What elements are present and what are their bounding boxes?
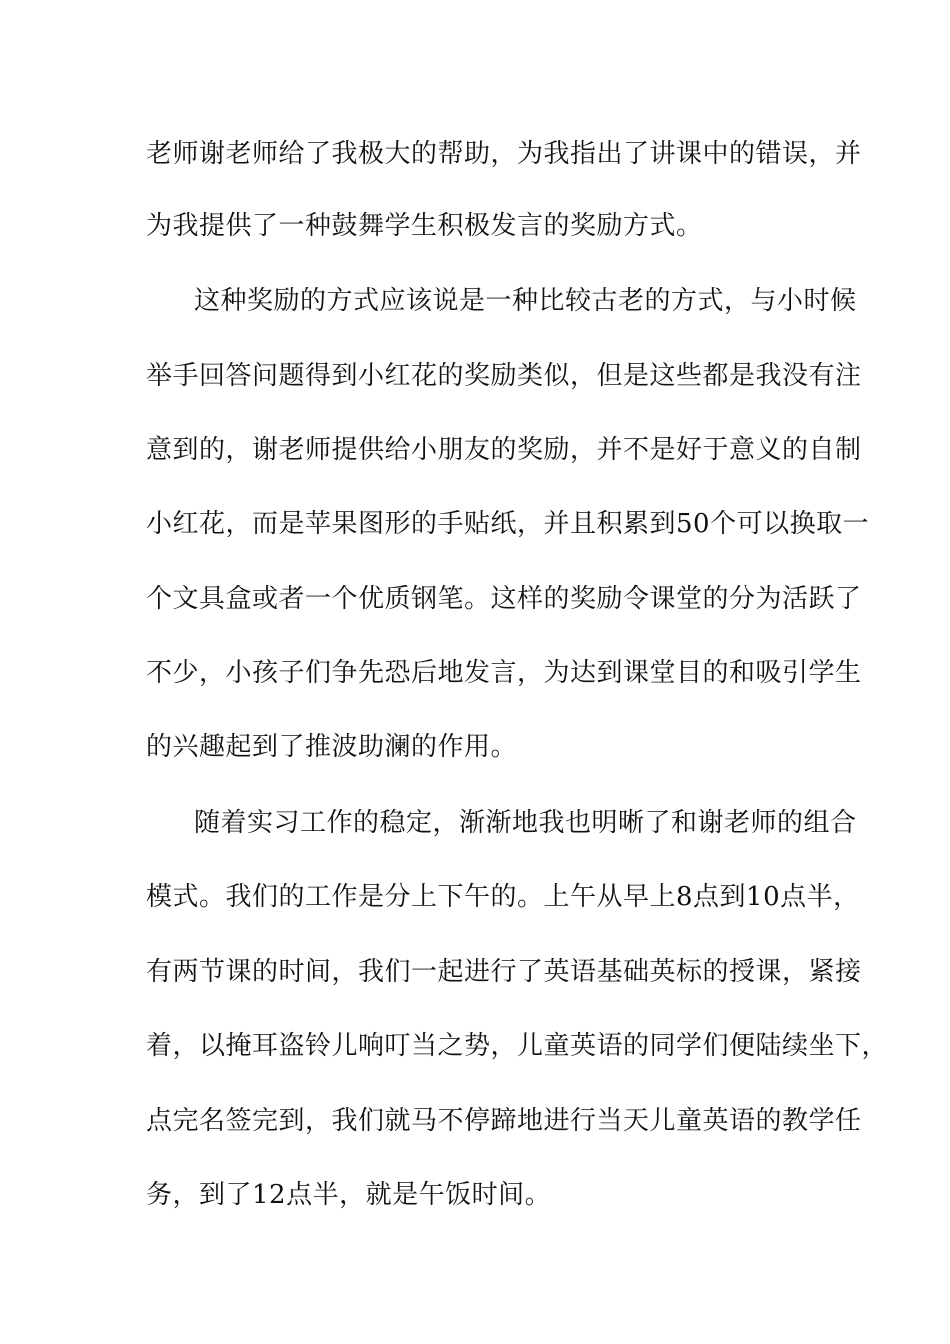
text-line: 老师谢老师给了我极大的帮助，为我指出了讲课中的错误，并 xyxy=(146,139,862,169)
text-line: 务，到了12点半，就是午饭时间。 xyxy=(146,1180,552,1210)
text-line: 个文具盒或者一个优质钢笔。这样的奖励令课堂的分为活跃了 xyxy=(146,584,862,614)
text-line: 不少，小孩子们争先恐后地发言，为达到课堂目的和吸引学生 xyxy=(146,658,862,688)
text-line: 意到的，谢老师提供给小朋友的奖励，并不是好于意义的自制 xyxy=(146,435,862,465)
text-line: 点完名签完到，我们就马不停蹄地进行当天儿童英语的教学任 xyxy=(146,1106,862,1136)
paragraph-first-line: 这种奖励的方式应该说是一种比较古老的方式，与小时候 xyxy=(194,286,857,316)
text-line: 为我提供了一种鼓舞学生积极发言的奖励方式。 xyxy=(146,211,703,241)
text-line: 举手回答问题得到小红花的奖励类似，但是这些都是我没有注 xyxy=(146,361,862,391)
text-line: 着，以掩耳盗铃儿响叮当之势，儿童英语的同学们便陆续坐下， xyxy=(146,1031,889,1061)
text-line: 的兴趣起到了推波助澜的作用。 xyxy=(146,732,518,762)
text-line: 有两节课的时间，我们一起进行了英语基础英标的授课，紧接 xyxy=(146,957,862,987)
text-line: 小红花，而是苹果图形的手贴纸，并且积累到50个可以换取一 xyxy=(146,509,870,539)
paragraph-first-line: 随着实习工作的稳定，渐渐地我也明晰了和谢老师的组合 xyxy=(194,808,857,838)
text-line: 模式。我们的工作是分上下午的。上午从早上8点到10点半， xyxy=(146,882,860,912)
